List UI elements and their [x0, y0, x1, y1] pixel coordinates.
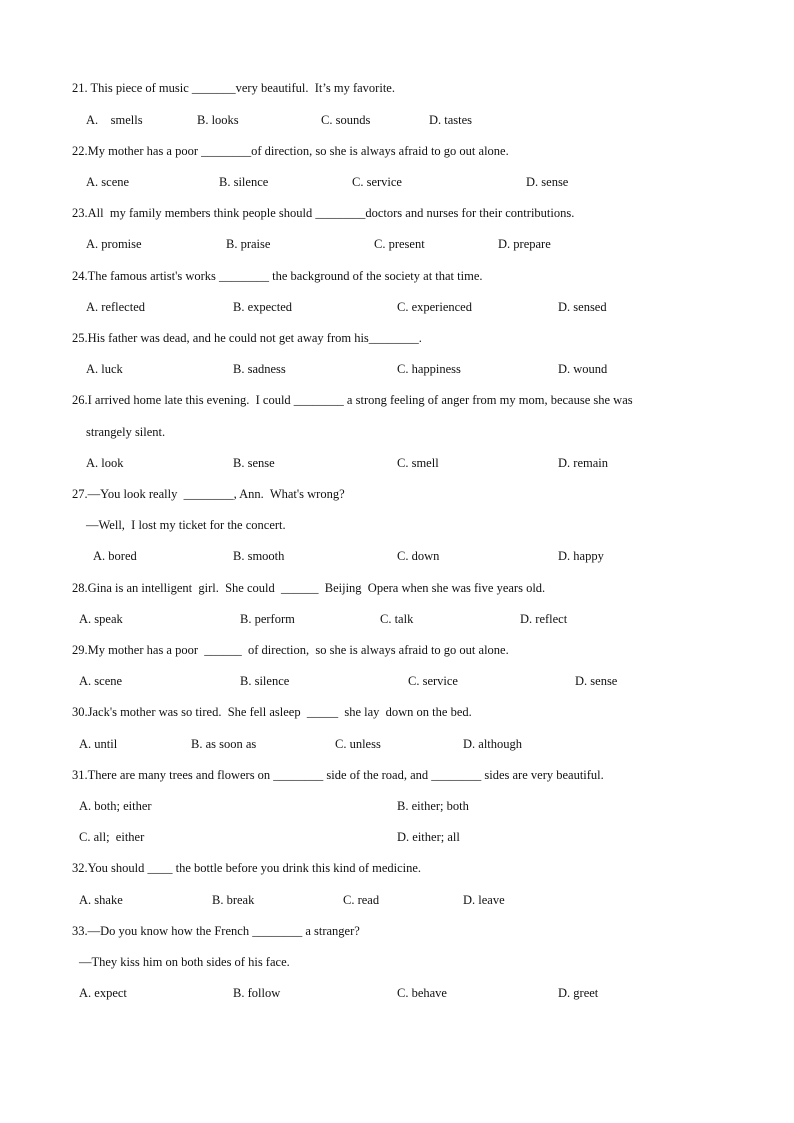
- q21-option-c: C. sounds: [321, 113, 371, 127]
- question-25-stem: 25.His father was dead, and he could not get away from his________.: [72, 331, 422, 345]
- q23-option-d: D. prepare: [498, 237, 551, 251]
- q27-option-c: C. down: [397, 549, 440, 563]
- q28-option-a: A. speak: [79, 612, 123, 626]
- q22-option-b: B. silence: [219, 175, 269, 189]
- q21-option-b: B. looks: [197, 113, 239, 127]
- q30-option-b: B. as soon as: [191, 737, 257, 751]
- q28-option-c: C. talk: [380, 612, 414, 626]
- q22-option-d: D. sense: [526, 175, 569, 189]
- q26-option-a: A. look: [86, 456, 124, 470]
- q27-option-a: A. bored: [93, 549, 137, 563]
- q32-option-c: C. read: [343, 893, 380, 907]
- q29-option-b: B. silence: [240, 674, 290, 688]
- q29-option-a: A. scene: [79, 674, 123, 688]
- q24-option-c: C. experienced: [397, 300, 472, 314]
- q33-option-a: A. expect: [79, 986, 127, 1000]
- q31-option-b: B. either; both: [397, 799, 469, 813]
- question-26-stem-continued: strangely silent.: [86, 425, 166, 439]
- q26-option-c: C. smell: [397, 456, 439, 470]
- q30-option-c: C. unless: [335, 737, 381, 751]
- question-32-stem: 32.You should ____ the bottle before you drink this kind of medicine.: [72, 861, 422, 875]
- q25-option-b: B. sadness: [233, 362, 286, 376]
- question-28-stem: 28.Gina is an intelligent girl. She could ______ Beijing Opera when she was five years old.: [72, 581, 546, 595]
- q33-option-d: D. greet: [558, 986, 599, 1000]
- q25-option-d: D. wound: [558, 362, 608, 376]
- q25-option-c: C. happiness: [397, 362, 461, 376]
- q23-option-a: A. promise: [86, 237, 142, 251]
- q26-option-d: D. remain: [558, 456, 608, 470]
- q24-option-b: B. expected: [233, 300, 293, 314]
- q28-option-d: D. reflect: [520, 612, 568, 626]
- q26-option-b: B. sense: [233, 456, 275, 470]
- question-27-stem: 27.—You look really ________, Ann. What's wrong?: [72, 487, 345, 501]
- question-27-dialogue-reply: —Well, I lost my ticket for the concert.: [86, 518, 286, 532]
- question-33-stem: 33.—Do you know how the French ________ a stranger?: [72, 924, 360, 938]
- question-29-stem: 29.My mother has a poor ______ of direction, so she is always afraid to go out alone.: [72, 643, 509, 657]
- q23-option-c: C. present: [374, 237, 425, 251]
- q24-option-d: D. sensed: [558, 300, 607, 314]
- q27-option-d: D. happy: [558, 549, 604, 563]
- q22-option-a: A. scene: [86, 175, 130, 189]
- q32-option-d: D. leave: [463, 893, 505, 907]
- question-22-stem: 22.My mother has a poor ________of direction, so she is always afraid to go out alone.: [72, 144, 509, 158]
- question-33-dialogue-reply: —They kiss him on both sides of his face.: [79, 955, 290, 969]
- question-30-stem: 30.Jack's mother was so tired. She fell asleep _____ she lay down on the bed.: [72, 705, 472, 719]
- q32-option-a: A. shake: [79, 893, 123, 907]
- q22-option-c: C. service: [352, 175, 402, 189]
- question-23-stem: 23.All my family members think people should ________doctors and nurses for their contributions.: [72, 206, 575, 220]
- q33-option-b: B. follow: [233, 986, 281, 1000]
- q32-option-b: B. break: [212, 893, 255, 907]
- q33-option-c: C. behave: [397, 986, 447, 1000]
- q24-option-a: A. reflected: [86, 300, 145, 314]
- question-24-stem: 24.The famous artist's works ________ the background of the society at that time.: [72, 269, 483, 283]
- q31-option-d: D. either; all: [397, 830, 460, 844]
- q30-option-a: A. until: [79, 737, 118, 751]
- q29-option-d: D. sense: [575, 674, 618, 688]
- q31-option-a: A. both; either: [79, 799, 152, 813]
- q29-option-c: C. service: [408, 674, 458, 688]
- q31-option-c: C. all; either: [79, 830, 145, 844]
- question-26-stem: 26.I arrived home late this evening. I could ________ a strong feeling of anger from my mom, because she was: [72, 393, 633, 407]
- q21-option-a: A. smells: [86, 113, 143, 127]
- question-31-stem: 31.There are many trees and flowers on ________ side of the road, and ________ sides are very beautiful.: [72, 768, 604, 782]
- q30-option-d: D. although: [463, 737, 523, 751]
- q21-option-d: D. tastes: [429, 113, 473, 127]
- q28-option-b: B. perform: [240, 612, 295, 626]
- q25-option-a: A. luck: [86, 362, 123, 376]
- question-21-stem: 21. This piece of music _______very beautiful. It’s my favorite.: [72, 81, 395, 95]
- q27-option-b: B. smooth: [233, 549, 285, 563]
- q23-option-b: B. praise: [226, 237, 271, 251]
